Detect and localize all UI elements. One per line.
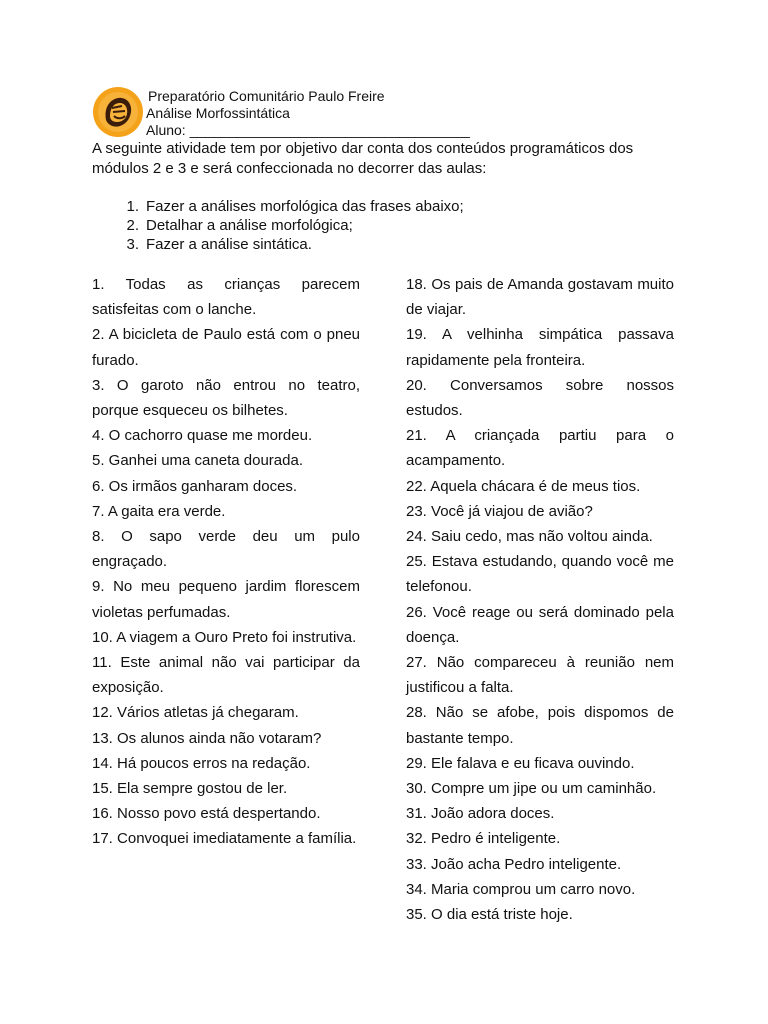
school-name: Preparatório Comunitário Paulo Freire (148, 88, 385, 104)
instruction-number: 2. (126, 217, 139, 234)
subject-title: Análise Morfossintática (146, 105, 290, 121)
sentence-item: 28. Não se afobe, pois dispomos de bastante tempo. (406, 704, 674, 747)
sentence-item: 32. Pedro é inteligente. (406, 830, 561, 848)
sentence-item: 33. João acha Pedro inteligente. (406, 855, 622, 873)
sentence-item: 4. O cachorro quase me mordeu. (92, 427, 313, 445)
sentence-item: 19. A velhinha simpática passava rapidamente pela fronteira. (406, 326, 674, 369)
sentence-item: 16. Nosso povo está despertando. (92, 805, 321, 823)
sentence-item: 31. João adora doces. (406, 805, 555, 823)
sentence-item: 6. Os irmãos ganharam doces. (92, 477, 298, 495)
sentence-item: 18. Os pais de Amanda gostavam muito de viajar. (406, 276, 674, 319)
sentence-item: 1. Todas as crianças parecem satisfeitas com o lanche. (92, 276, 360, 319)
sentence-item: 23. Você já viajou de avião? (406, 502, 593, 520)
sentence-item: 3. O garoto não entrou no teatro, porque esqueceu os bilhetes. (92, 376, 360, 420)
sentence-item: 24. Saiu cedo, mas não voltou ainda. (406, 528, 653, 546)
sentence-item: 13. Os alunos ainda não votaram? (92, 729, 322, 747)
instruction-text: Detalhar a análise morfológica; (146, 217, 353, 234)
sentence-item: 11. Este animal não vai participar da exposição. (92, 654, 360, 697)
sentence-item: 26. Você reage ou será dominado pela doença. (406, 603, 674, 646)
student-name-line: Aluno: ____________________________________ (146, 122, 470, 138)
instruction-item (92, 197, 652, 216)
sentence-item: 7. A gaita era verde. (92, 502, 226, 520)
sentence-item: 30. Compre um jipe ou um caminhão. (406, 780, 657, 798)
instruction-item (92, 235, 652, 254)
sentence-item: 20. Conversamos sobre nossos estudos. (406, 376, 674, 420)
sentence-item: 34. Maria comprou um carro novo. (406, 880, 636, 898)
sentences-left-column (92, 272, 360, 852)
sentence-item: 21. A criançada partiu para o acampamento. (406, 427, 674, 470)
sentences-right-column (406, 272, 674, 927)
sentence-item: 8. O sapo verde deu um pulo engraçado. (92, 528, 360, 571)
instruction-item (92, 216, 652, 235)
sentence-item: 27. Não compareceu à reunião nem justificou a falta. (406, 654, 674, 697)
sentence-item: 10. A viagem a Ouro Preto foi instrutiva. (92, 628, 357, 646)
sentence-item: 22. Aquela chácara é de meus tios. (406, 477, 641, 495)
intro-paragraph: A seguinte atividade tem por objetivo dar conta dos conteúdos programáticos dos módulos 2 e 3 e será confeccionada no decorrer das aulas: (92, 140, 634, 177)
sentence-item: 35. O dia está triste hoje. (406, 906, 573, 924)
sentence-item: 12. Vários atletas já chegaram. (92, 704, 299, 722)
instruction-number: 1. (126, 198, 139, 215)
sentence-item: 29. Ele falava e eu ficava ouvindo. (406, 754, 635, 772)
instruction-text: Fazer a análise sintática. (146, 236, 312, 253)
sentence-item: 15. Ela sempre gostou de ler. (92, 780, 288, 798)
sentence-item: 14. Há poucos erros na redação. (92, 754, 311, 772)
school-logo-icon (92, 86, 144, 138)
sentence-item: 25. Estava estudando, quando você me telefonou. (406, 553, 674, 596)
instruction-text: Fazer a análises morfológica das frases abaixo; (146, 198, 464, 215)
instruction-number: 3. (126, 236, 139, 253)
sentence-item: 9. No meu pequeno jardim florescem violetas perfumadas. (92, 578, 360, 621)
sentence-item: 17. Convoquei imediatamente a família. (92, 830, 357, 848)
sentence-item: 5. Ganhei uma caneta dourada. (92, 452, 303, 470)
instruction-list (92, 197, 652, 254)
sentence-item: 2. A bicicleta de Paulo está com o pneu furado. (92, 326, 360, 369)
